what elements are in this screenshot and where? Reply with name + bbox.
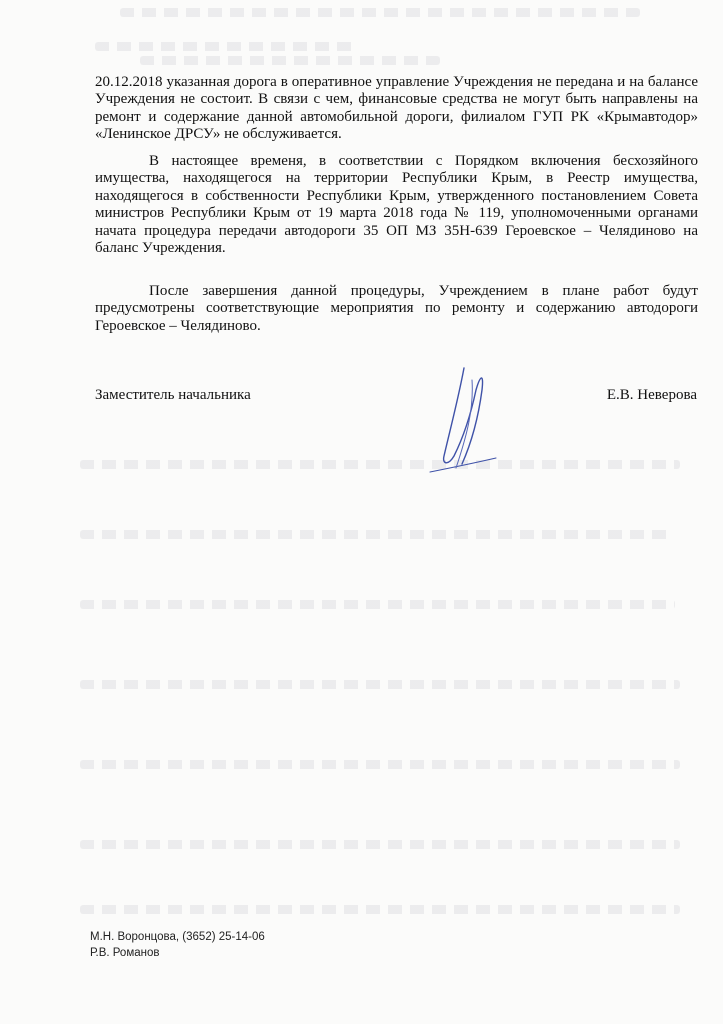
signatory-name: Е.В. Неверова [606,387,697,403]
executor-line: Р.В. Романов [90,946,160,959]
letter-paragraph: После завершения данной процедуры, Учреждением в плане работ будут предусмотрены соответствующие мероприятия по ремонту и содержанию автодороги Героевское – Челядиново. [95,283,698,334]
handwritten-signature [400,360,520,480]
bleed-through-band [120,8,640,17]
bleed-through-band [80,840,680,849]
bleed-through-band [95,42,355,51]
bleed-through-band [80,905,680,914]
bleed-through-band [80,530,670,539]
executor-line: М.Н. Воронцова, (3652) 25-14-06 [90,931,265,943]
bleed-through-band [80,600,675,609]
bleed-through-band [80,760,680,769]
bleed-through-band [80,460,680,469]
letter-paragraph: В настоящее временя, в соответствии с Порядком включения бесхозяйного имущества, находящегося на территории Республики Крым, в Реестр имущества, находящегося в собственности Республики Крым, утвержденного постановлением Совета министров Республики Крым от 19 марта 2018 года № 119, уполномоченными органами начата процедура передачи автодороги 35 ОП МЗ 35Н-639 Героевское – Челядиново на баланс Учреждения. [95,153,698,257]
bleed-through-band [80,680,680,689]
bleed-through-band [140,56,440,65]
letter-paragraph: 20.12.2018 указанная дорога в оперативное управление Учреждения не передана и на балансе Учреждения не состоит. В связи с чем, финансовые средства не могут быть направлены на ремонт и содержание данной автомобильной дороги, филиалом ГУП РК «Крымавтодор» «Ленинское ДРСУ» не обслуживается. [95,74,698,143]
executor-info [90,930,265,961]
signatory-title: Заместитель начальника [95,387,251,403]
